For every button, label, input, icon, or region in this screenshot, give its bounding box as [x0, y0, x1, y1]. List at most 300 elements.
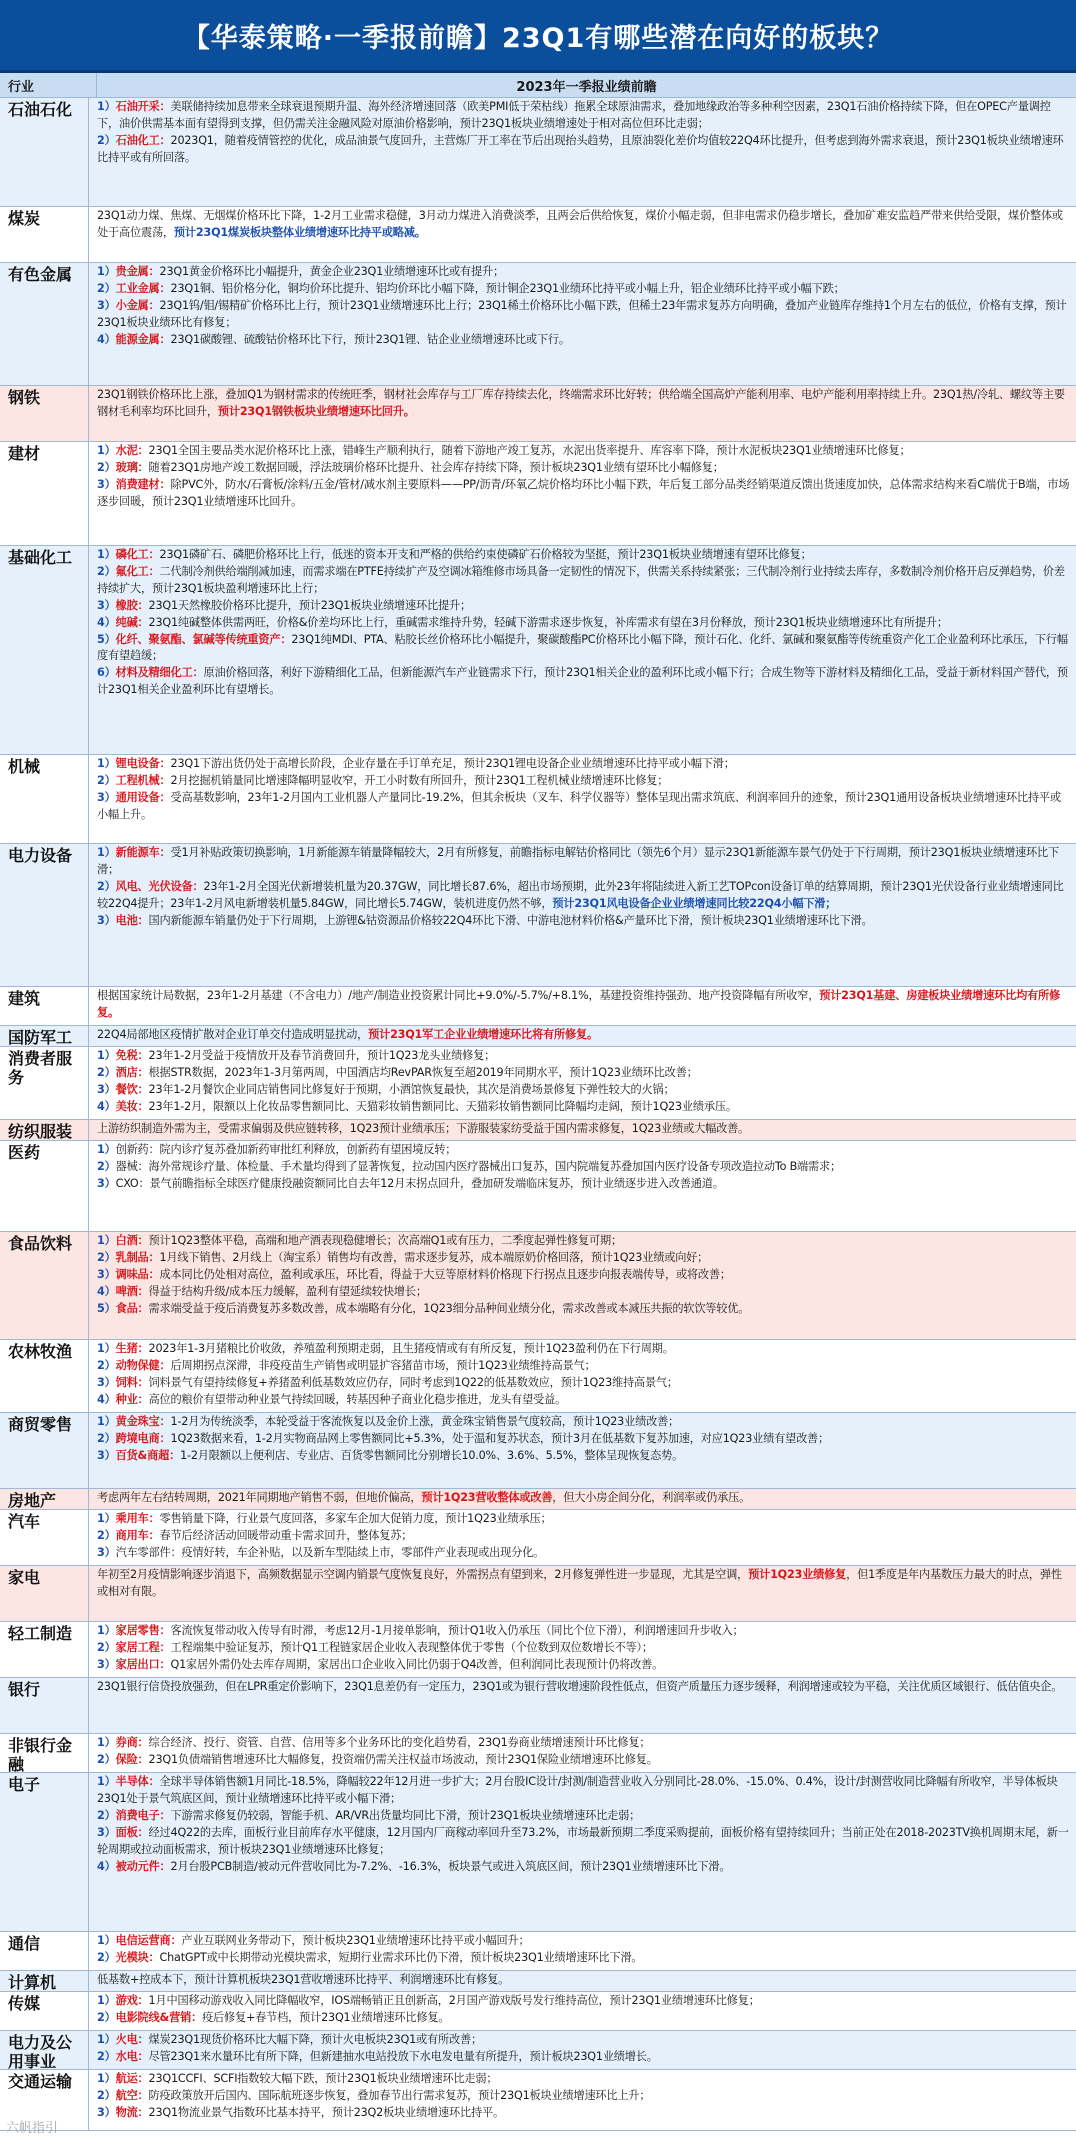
item-number: 3） — [97, 1082, 116, 1096]
table-row — [0, 263, 1076, 386]
table-row — [0, 2031, 1076, 2070]
forecast-item — [97, 1250, 1070, 1267]
item-label: 消费建材： — [115, 477, 171, 491]
item-label: 动物保健： — [115, 1358, 171, 1372]
item-number: 1） — [97, 1736, 116, 1749]
item-label: 材料及精细化工： — [115, 666, 204, 680]
forecast-text — [88, 546, 1076, 754]
forecast-item — [97, 1267, 1070, 1284]
item-text: Q1家居外需仍处去库存周期，家居出口企业收入同比仍弱于Q4改善，但利润同比表现预计仍将改善。 — [170, 1657, 664, 1671]
item-label: 工程机械： — [115, 773, 171, 787]
item-text: 2023Q1，随着疫情管控的优化，成品油景气度回升，主营炼厂开工率在节后出现抬头趋势，且原油裂化差价均值较22Q4环比提升，但考虑到海外需求衰退，预计23Q1板块业绩增速环比持平或有所回落。 — [97, 133, 1064, 164]
item-text: 疫后修复+春节档，预计23Q1业绩增速环比修复。 — [202, 2010, 450, 2024]
item-text: 下游需求修复仍较弱，智能手机、AR/VR出货量均同比下滑，预计23Q1板块业绩增速环比走弱； — [170, 1808, 641, 1822]
item-label: 通用设备： — [115, 790, 171, 804]
item-text: 春节后经济活动回暖带动重卡需求回升，整体复苏； — [159, 1528, 413, 1542]
item-label: 电池： — [115, 913, 149, 927]
item-highlight: 预计23Q1风电设备企业业绩增速同比较22Q4小幅下滑； — [552, 896, 837, 910]
forecast-item — [97, 1142, 1070, 1159]
forecast-item — [97, 1623, 1070, 1640]
item-number: 2） — [97, 2088, 116, 2102]
item-text: 综合经济、投行、资管、自营、信用等多个业务环比的变化趋势看，23Q1券商业绩增速预计环比修复； — [148, 1736, 651, 1749]
forecast-item — [97, 1933, 1070, 1950]
sector-name: 汽车 — [8, 1512, 41, 1531]
item-number: 4） — [97, 1284, 116, 1298]
item-text: 需求端受益于疫后消费复苏多数改善，成本端略有分化，1Q23细分品种间业绩分化，需求改善或本减压共振的软饮等较优。 — [148, 1301, 750, 1315]
forecast-text — [88, 1232, 1076, 1339]
item-number: 2） — [97, 1250, 116, 1264]
item-text: 饲料景气有望持续修复+养猪盈利低基数效应仍存，同时考虑到1Q22的低基数效应，预计1Q23维持高景气； — [148, 1375, 678, 1389]
item-number: 3） — [97, 1375, 116, 1389]
forecast-text — [88, 1992, 1076, 2030]
item-label: 餐饮： — [115, 1082, 149, 1096]
item-text: 随着23Q1房地产竣工数据回暖，浮法玻璃价格环比提升、社会库存持续下降，预计板块23Q1业绩有望环比小幅修复； — [148, 460, 724, 474]
sector-name: 基础化工 — [8, 548, 73, 567]
table-row — [0, 844, 1076, 987]
item-text: 器械：海外常规诊疗量、体检量、手术量均得到了显著恢复，拉动国内医疗器械出口复苏，国内院端复苏叠加国内医疗设备专项改造拉动To B端需求； — [115, 1159, 841, 1173]
item-number: 1） — [97, 1415, 116, 1428]
item-label: 工业金属： — [115, 281, 171, 295]
item-text: 1月线下销售、2月线上（淘宝系）销售均有改善，需求逐步复苏，成本端原奶价格回落，预计1Q23业绩或向好； — [159, 1250, 709, 1264]
sector-name: 医药 — [8, 1143, 41, 1162]
item-text: 23年1-2月受益于疫情放开及春节消费回升，预计1Q23龙头业绩修复； — [148, 1049, 496, 1062]
item-number: 2） — [97, 1431, 116, 1445]
item-number: 1） — [97, 2033, 116, 2046]
item-text: 23Q1钨/钼/锡精矿价格环比上行，预计23Q1业绩增速环比上行；23Q1稀土价格环比小幅下跌，但稀土23年需求复苏方向明确，叠加产业链库存维持1个月左右的低位，价格有支撑，预计23Q1板块业绩环比有修复； — [97, 298, 1067, 329]
item-label: 商用车： — [115, 1528, 160, 1542]
sector-name: 电力及公用事业 — [8, 2033, 73, 2070]
item-label: 调味品： — [115, 1267, 160, 1281]
sector-name: 交通运输 — [8, 2072, 73, 2091]
item-label: 保险： — [115, 1752, 149, 1766]
item-number: 1） — [97, 1775, 116, 1788]
item-text: 上游纺织制造外需为主，受需求偏弱及供应链转移，1Q23预计业绩承压；下游服装家纺受益于国内需求修复，1Q23业绩或大幅改善。 — [97, 1122, 750, 1135]
forecast-item — [97, 1567, 1070, 1601]
item-text: 23Q1天然橡胶价格环比提升，预计23Q1板块业绩增速环比提升； — [148, 598, 471, 612]
item-number: 3） — [97, 1448, 116, 1462]
item-number: 1） — [97, 100, 116, 113]
item-number: 3） — [97, 1267, 116, 1281]
header-forecast: 2023年一季报业绩前瞻 — [96, 73, 1076, 97]
item-label: 乘用车： — [115, 1512, 160, 1525]
item-label: 啤酒： — [115, 1284, 149, 1298]
item-text: 23Q1银行信贷投放强劲，但在LPR重定价影响下，23Q1息差仍有一定压力，23Q1或为银行营收增速阶段性低点，但资产质量压力逐步缓释，利润增速或较为平稳，关注优质区域银行、低估值央企。 — [97, 1680, 1063, 1693]
item-number: 2） — [97, 2049, 116, 2063]
forecast-text — [88, 1489, 1076, 1509]
item-label: 能源金属： — [115, 332, 171, 346]
forecast-item — [97, 564, 1070, 598]
item-highlight: 预计23Q1钢铁板块业绩增速环比回升。 — [217, 404, 415, 418]
item-text: 根据STR数据，2023年1-3月第两周，中国酒店均RevPAR恢复至超2019年同期水平，预计1Q23业绩环比改善； — [148, 1065, 698, 1079]
item-number: 1） — [97, 1049, 116, 1062]
item-label: 美妆： — [115, 1099, 149, 1113]
forecast-table — [0, 98, 1076, 2131]
item-number: 3） — [97, 1545, 116, 1559]
item-number: 2） — [97, 281, 116, 295]
item-text: 2月台股PCB制造/被动元件营收同比为-7.2%、-16.3%，板块景气或进入筑底区间，预计23Q1业绩增速环比下滑。 — [170, 1859, 731, 1873]
forecast-item — [97, 443, 1070, 460]
forecast-item — [97, 264, 1070, 281]
table-row — [0, 1047, 1076, 1120]
item-number: 6） — [97, 666, 116, 680]
forecast-item — [97, 1640, 1070, 1657]
forecast-item — [97, 1448, 1070, 1465]
item-text: 客流恢复带动收入传导有时滞，考虑12月-1月接单影响，预计Q1收入仍承压（同比个位下滑），利润增速回升步收入； — [170, 1624, 744, 1637]
item-label: 家居工程： — [115, 1640, 171, 1654]
item-number: 3） — [97, 598, 116, 612]
sector-name: 家电 — [8, 1568, 41, 1587]
item-text: 受高基数影响，23年1-2月国内工业机器人产量同比-19.2%，但其余板块（叉车、科学仪器等）整体呈现出需求筑底、利润率回升的迹象，预计23Q1通用设备板块业绩增速环比持平或小幅上升。 — [97, 790, 1061, 821]
table-row — [0, 1141, 1076, 1232]
item-number: 4） — [97, 1392, 116, 1406]
forecast-item — [97, 1358, 1070, 1375]
forecast-item — [97, 1545, 1070, 1562]
item-text: 23年1-2月，限额以上化妆品零售额同比、天猫彩妆销售额同比、天猫彩妆销售额同比降幅均走阔，预计1Q23业绩承压。 — [148, 1099, 737, 1113]
item-number: 1） — [97, 1342, 116, 1355]
forecast-item — [97, 790, 1070, 824]
item-number: 2） — [97, 1159, 116, 1173]
item-number: 3） — [97, 477, 116, 491]
forecast-text — [88, 207, 1076, 262]
item-label: 家居出口： — [115, 1657, 171, 1671]
forecast-item — [97, 460, 1070, 477]
item-text: 后周期拐点深滞，非疫疫苗生产销售或明显扩容猪苗市场，预计1Q23业绩维持高景气； — [170, 1358, 596, 1372]
item-number: 2） — [97, 879, 116, 893]
item-label: 电影院线&营销： — [115, 2010, 203, 2024]
forecast-item — [97, 1027, 1070, 1044]
table-row — [0, 1232, 1076, 1340]
forecast-item — [97, 1176, 1070, 1193]
forecast-item — [97, 1431, 1070, 1448]
table-row — [0, 987, 1076, 1026]
table-row — [0, 2070, 1076, 2131]
item-label: 玻璃： — [115, 460, 149, 474]
item-label: 光模块： — [115, 1950, 160, 1964]
item-number: 2） — [97, 1808, 116, 1822]
forecast-item — [97, 477, 1070, 511]
forecast-item — [97, 913, 1070, 930]
item-label: 跨境电商： — [115, 1431, 171, 1445]
item-highlight: 预计23Q1基建、房建板块业绩增速环比均有所修复。 — [97, 989, 1061, 1019]
item-text: 23Q1纯MDI、PTA、粘胶长丝价格环比小幅提升，聚碳酸酯PC价格环比小幅下降，预计石化、化纤、氯碱和聚氨酯等传统重资产化工企业盈利环比承压，下行幅度有望趋缓； — [97, 632, 1068, 663]
forecast-text — [88, 98, 1076, 206]
forecast-item — [97, 2032, 1070, 2049]
forecast-text — [88, 1622, 1076, 1677]
item-number: 2） — [97, 1752, 116, 1766]
item-number: 3） — [97, 2105, 116, 2119]
forecast-item — [97, 1121, 1070, 1138]
forecast-item — [97, 1679, 1070, 1696]
sector-name: 煤炭 — [8, 209, 41, 228]
forecast-item — [97, 281, 1070, 298]
forecast-item — [97, 1159, 1070, 1176]
forecast-item — [97, 1511, 1070, 1528]
sector-name: 电力设备 — [8, 846, 73, 865]
forecast-text — [88, 1120, 1076, 1140]
item-number: 1） — [97, 1512, 116, 1525]
item-label: 纯碱： — [115, 615, 149, 629]
item-text: 23年1-2月餐饮企业同店销售同比修复好于预期，小酒馆恢复最快，其次是消费场景修复下弹性较大的火锅； — [148, 1082, 675, 1096]
sector-name: 轻工制造 — [8, 1624, 73, 1643]
table-row — [0, 1340, 1076, 1413]
forecast-text — [88, 1932, 1076, 1970]
item-number: 1） — [97, 1143, 116, 1156]
item-label: 橡胶： — [115, 598, 149, 612]
table-row — [0, 1566, 1076, 1622]
item-text: 23Q1全国主要品类水泥价格环比上涨，错峰生产顺利执行，随着下游地产竣工复苏，水泥出货率提升、库容率下降，预计水泥板块23Q1业绩增速环比修复； — [148, 444, 911, 457]
forecast-item — [97, 1972, 1070, 1989]
item-number: 2） — [97, 2010, 116, 2024]
item-text: ChatGPT或中长期带动光模块需求，短期行业需求环比仍下滑，预计板块23Q1业绩增速环比下滑。 — [159, 1950, 643, 1964]
item-number: 1） — [97, 1994, 116, 2007]
table-row — [0, 207, 1076, 263]
table-row — [0, 1622, 1076, 1678]
item-text: 成本同比仍处相对高位，盈利或承压，环比看，得益于大豆等原材料价格现下行拐点且逐步向报表端传导，或将改善； — [159, 1267, 731, 1281]
item-number: 1） — [97, 2072, 116, 2085]
table-row — [0, 1120, 1076, 1141]
item-text: 1-2月限额以上便利店、专业店、百货零售额同比分别增长10.0%、3.6%、5.5%，整体呈现恢复态势。 — [180, 1448, 684, 1462]
item-text: 高位的粮价有望带动种业景气持续回暖，转基因种子商业化稳步推进，龙头有望受益。 — [148, 1392, 567, 1406]
item-number: 1） — [97, 1624, 116, 1637]
item-label: 家居零售： — [115, 1624, 171, 1637]
item-number: 1） — [97, 444, 116, 457]
item-highlight: 预计1Q23营收整体或改善 — [421, 1491, 553, 1504]
sector-name: 食品饮料 — [8, 1234, 73, 1253]
forecast-item — [97, 1950, 1070, 1967]
forecast-text — [88, 1773, 1076, 1931]
sector-name: 纺织服装 — [8, 1122, 73, 1141]
item-label: 白酒： — [115, 1234, 149, 1247]
item-text: 尽管23Q1来水量环比有所下降，但新建抽水电站投放下水电发电量有所提升，预计板块23Q1业绩增长。 — [148, 2049, 658, 2063]
forecast-item — [97, 332, 1070, 349]
item-label: 乳制品： — [115, 1250, 160, 1264]
item-number: 3） — [97, 298, 116, 312]
watermark: 六帆指引 — [6, 2121, 59, 2136]
item-text: 23Q1动力煤、焦煤、无烟煤价格环比下降，1-2月工业需求稳健，3月动力煤进入消费淡季，且两会后供给恢复，煤价小幅走弱，但非电需求仍稳步增长，叠加矿难安监趋严带来供给受限，煤价整体或处于高位震荡， — [97, 209, 1063, 239]
forecast-item — [97, 2088, 1070, 2105]
item-text: 考虑两年左右结转周期，2021年同期地产销售不弱，但地价偏高， — [97, 1491, 422, 1504]
forecast-item — [97, 298, 1070, 332]
item-label: 锂电设备： — [115, 757, 171, 770]
forecast-text — [88, 263, 1076, 385]
item-number: 1） — [97, 265, 116, 278]
item-label: 电信运营商： — [115, 1934, 182, 1947]
sector-name: 银行 — [8, 1680, 41, 1699]
sector-name: 建材 — [8, 444, 41, 463]
sector-name: 消费者服务 — [8, 1049, 73, 1087]
sector-name: 房地产 — [8, 1491, 57, 1510]
table-row — [0, 1992, 1076, 2031]
item-number: 2） — [97, 133, 116, 147]
forecast-item — [97, 133, 1070, 167]
item-highlight: 预计23Q1煤炭板块整体业绩增速环比持平或略减。 — [173, 225, 426, 239]
item-highlight: 预计1Q23业绩修复 — [748, 1568, 847, 1581]
forecast-item — [97, 615, 1070, 632]
item-text: 工程端集中验证复苏，预计Q1工程链家居企业收入表现整体优于零售（个位数到双位数增长不等）； — [170, 1640, 653, 1654]
forecast-item — [97, 1774, 1070, 1808]
item-text: 零售销量下降，行业景气度回落，多家车企加大促销力度，预计1Q23业绩承压； — [159, 1512, 552, 1525]
item-number: 2） — [97, 1065, 116, 1079]
item-text: 经过4Q22的去库，面板行业目前库存水平健康，12月国内厂商稼动率回升至73.2%，市场最新预期二季度采购提前，面板价格有望持续回升；当前正处在2018-2023TV换机周期末尾，新一轮周期或拉动面板需求，预计板块23Q1业绩增速环比修复； — [97, 1825, 1069, 1856]
item-label: 种业： — [115, 1392, 149, 1406]
item-text: 年初至2月疫情影响逐步消退下，高频数据显示空调内销景气度恢复良好，外需拐点有望到来，2月修复弹性进一步显现，尤其是空调， — [97, 1568, 749, 1581]
item-label: 化纤、聚氨酯、氯碱等传统重资产： — [115, 632, 292, 646]
item-text: 23年1-2月全国光伏新增装机量为20.37GW，同比增长87.6%，超出市场预期，此外23年将陆续进入新工艺TOPcon设备订单的结算周期，预计23Q1光伏设备行业业绩增速同比较22Q4提升；23年1-2月风电新增装机量5.84GW，同比增长5.74GW，装机进度仍然不够， — [97, 879, 1064, 910]
item-text: 二代制冷剂供给端削减加速，而需求端在PTFE持续扩产及空调冰箱维修市场具备一定韧性的情况下，供需关系持续紧张；三代制冷剂行业持续去库存，多数制冷剂价格开启反弹趋势，价差持续扩大，预计23Q1板块盈利增速环比上行； — [97, 564, 1065, 595]
forecast-item — [97, 1082, 1070, 1099]
item-text: 根据国家统计局数据，23年1-2月基建（不含电力）/地产/制造业投资累计同比+9.0%/-5.7%/+8.1%，基建投资维持强劲、地产投资降幅有所收窄， — [97, 989, 820, 1002]
table-row — [0, 98, 1076, 207]
forecast-text — [88, 1971, 1076, 1991]
item-text: 1月中国移动游戏收入同比降幅收窄，IOS端畅销正且创新高，2月国产游戏版号发行维持高位，预计23Q1业绩增速环比修复； — [148, 1994, 760, 2007]
item-label: 生猪： — [115, 1342, 149, 1355]
table-row — [0, 1932, 1076, 1971]
forecast-text — [88, 755, 1076, 843]
forecast-item — [97, 2071, 1070, 2088]
forecast-text — [88, 1340, 1076, 1412]
forecast-text — [88, 1141, 1076, 1231]
item-label: 小金属： — [115, 298, 160, 312]
item-text: 预计1Q23整体平稳，高端和地产酒表现稳健增长；次高端Q1或有压力，二季度起弹性修复可期； — [148, 1234, 622, 1247]
item-number: 1） — [97, 757, 116, 770]
item-label: 水电： — [115, 2049, 149, 2063]
table-row — [0, 1026, 1076, 1047]
table-row — [0, 442, 1076, 546]
item-text: 全球半导体销售额1月同比-18.5%，降幅较22年12月进一步扩大；2月台股IC设计/封测/制造营业收入分别同比-28.0%、-15.0%、0.4%，设计/封测营收同比降幅有所收窄，半导体板块23Q1处于景气筑底区间，预计业绩增速环比持平或小幅下滑； — [97, 1775, 1058, 1805]
item-text: 防疫政策放开后国内、国际航班逐步恢复，叠加春节出行需求复苏，预计23Q1板块业绩增速环比上升； — [148, 2088, 651, 2102]
forecast-item — [97, 1099, 1070, 1116]
item-number: 3） — [97, 790, 116, 804]
forecast-item — [97, 879, 1070, 913]
item-text: 23Q1钢铁价格环比上涨，叠加Q1为钢材需求的传统旺季，钢材社会库存与工厂库存持续去化，终端需求环比好转；供给端全国高炉产能利用率、电炉产能利用率持续上升。23Q1热/冷轧、螺纹等主要钢材毛利率均环比回升， — [97, 388, 1065, 418]
item-label: 被动元件： — [115, 1859, 171, 1873]
table-row — [0, 1510, 1076, 1566]
item-number: 4） — [97, 1859, 116, 1873]
table-row — [0, 386, 1076, 442]
item-number: 2） — [97, 1528, 116, 1542]
table-row — [0, 1971, 1076, 1992]
table-row — [0, 1773, 1076, 1932]
item-text: 国内新能源车销量仍处于下行周期，上游锂&钴资源品价格较22Q4环比下滑、中游电池材料价格&产量环比下滑，预计板块23Q1业绩增速环比下滑。 — [148, 913, 873, 927]
forecast-item — [97, 756, 1070, 773]
forecast-item — [97, 99, 1070, 133]
item-label: 游戏： — [115, 1994, 149, 2007]
item-number: 5） — [97, 632, 116, 646]
forecast-item — [97, 208, 1070, 242]
item-label: 贵金属： — [115, 265, 160, 278]
forecast-item — [97, 1528, 1070, 1545]
forecast-text — [88, 1413, 1076, 1488]
forecast-item — [97, 1284, 1070, 1301]
item-text: 23Q1纯碱整体供需两旺，价格&价差均环比上行，重碱需求维持升势，轻碱下游需求逐步恢复，补库需求有望在3月份释放，预计23Q1板块业绩增速环比有所提升； — [148, 615, 948, 629]
item-text: CXO：景气前瞻指标全球医疗健康投融资额同比自去年12月末拐点回升，叠加研发端临床复苏，预计业绩逐步进入改善通道。 — [115, 1176, 724, 1190]
item-text: 汽车零部件：疫情好转，车企补贴，以及新车型陆续上市，零部件产业表现或出现分化。 — [115, 1545, 545, 1559]
forecast-item — [97, 1735, 1070, 1752]
forecast-item — [97, 665, 1070, 699]
sector-name: 国防军工 — [8, 1028, 73, 1047]
item-number: 1） — [97, 1234, 116, 1247]
item-label: 半导体： — [115, 1775, 160, 1788]
item-number: 2） — [97, 1640, 116, 1654]
item-label: 水泥： — [115, 444, 149, 457]
forecast-item — [97, 2105, 1070, 2122]
sector-name: 电子 — [8, 1775, 41, 1794]
sector-name: 有色金属 — [8, 265, 73, 284]
item-text-tail: ，但大小房企间分化，利润率或仍承压。 — [552, 1491, 751, 1504]
item-number: 5） — [97, 1301, 116, 1315]
item-label: 免税： — [115, 1049, 149, 1062]
item-text: 低基数+控成本下，预计计算机板块23Q1营收增速环比持平、利润增速环比有修复。 — [97, 1973, 510, 1986]
item-number: 1） — [97, 548, 116, 561]
forecast-item — [97, 1808, 1070, 1825]
item-label: 风电、光伏设备： — [115, 879, 204, 893]
item-text: 23Q1黄金价格环比小幅提升，黄金企业23Q1业绩增速环比或有提升； — [159, 265, 504, 278]
forecast-item — [97, 1490, 1070, 1507]
table-row — [0, 546, 1076, 755]
item-number: 2） — [97, 460, 116, 474]
item-label: 食品： — [115, 1301, 149, 1315]
item-number: 3） — [97, 913, 116, 927]
item-number: 4） — [97, 332, 116, 346]
banner-title: 【华泰策略·一季报前瞻】23Q1有哪些潜在向好的板块？ — [0, 0, 1076, 73]
item-label: 航运： — [115, 2072, 149, 2085]
forecast-text — [88, 1026, 1076, 1046]
forecast-item — [97, 1825, 1070, 1859]
item-number: 1） — [97, 1934, 116, 1947]
forecast-item — [97, 1341, 1070, 1358]
item-text: 美联储持续加息带来全球衰退预期升温、海外经济增速回落（欧美PMI低于荣枯线）拖累全球原油需求，叠加地缘政治等多种利空因素，23Q1石油价格持续下降，但在OPEC产量调控下，油价供需基本面有望得到支撑，但仍需关注金融风险对原油价格影响，预计23Q1板块业绩增速处于相对高位但环比走弱； — [97, 100, 1051, 130]
item-number: 4） — [97, 615, 116, 629]
sector-name: 建筑 — [8, 989, 41, 1008]
item-text: 煤炭23Q1现货价格环比大幅下降，预计火电板块23Q1或有所改善； — [148, 2033, 482, 2046]
forecast-item — [97, 387, 1070, 421]
forecast-item — [97, 988, 1070, 1022]
item-label: 饲料： — [115, 1375, 149, 1389]
table-row — [0, 1734, 1076, 1773]
item-text: 23Q1下游出货仍处于高增长阶段，企业存量在手订单充足，预计23Q1锂电设备企业业绩增速环比持平或小幅下滑； — [170, 757, 735, 770]
item-text-tail: ，但1季度是年内基数压力最大的时点，弹性或相对有限。 — [97, 1568, 1062, 1598]
sector-name: 农林牧渔 — [8, 1342, 73, 1361]
table-row — [0, 1413, 1076, 1489]
sector-name: 商贸零售 — [8, 1415, 73, 1434]
forecast-item — [97, 1233, 1070, 1250]
item-label: 酒店： — [115, 1065, 149, 1079]
table-row — [0, 1489, 1076, 1510]
forecast-item — [97, 1752, 1070, 1769]
forecast-text — [88, 1678, 1076, 1733]
item-label: 航空： — [115, 2088, 149, 2102]
item-text: 受1月补贴政策切换影响，1月新能源车销量降幅较大，2月有所修复，前瞻指标电解钴价格同比（领先6个月）显示23Q1新能源车景气仍处于下行周期，预计23Q1板块业绩增速环比下滑； — [97, 846, 1060, 876]
item-number: 3） — [97, 1657, 116, 1671]
forecast-text — [88, 1734, 1076, 1772]
item-text: 23Q1磷矿石、磷肥价格环比上行，低迷的资本开支和严格的供给约束使磷矿石价格较为坚挺，预计23Q1板块业绩增速有望环比修复； — [159, 548, 812, 561]
forecast-text — [88, 442, 1076, 545]
item-number: 3） — [97, 1825, 116, 1839]
item-number: 2） — [97, 1358, 116, 1372]
item-label: 百货&商超： — [115, 1448, 181, 1462]
forecast-item — [97, 1993, 1070, 2010]
forecast-item — [97, 2010, 1070, 2027]
forecast-item — [97, 1301, 1070, 1318]
forecast-item — [97, 773, 1070, 790]
item-number: 3） — [97, 1176, 116, 1190]
forecast-item — [97, 1657, 1070, 1674]
forecast-item — [97, 845, 1070, 879]
item-text: 产业互联网业务带动下，预计板块23Q1业绩增速环比持平或小幅回升； — [181, 1934, 530, 1947]
item-label: 券商： — [115, 1736, 149, 1749]
table-header — [0, 73, 1076, 98]
item-label: 磷化工： — [115, 548, 160, 561]
